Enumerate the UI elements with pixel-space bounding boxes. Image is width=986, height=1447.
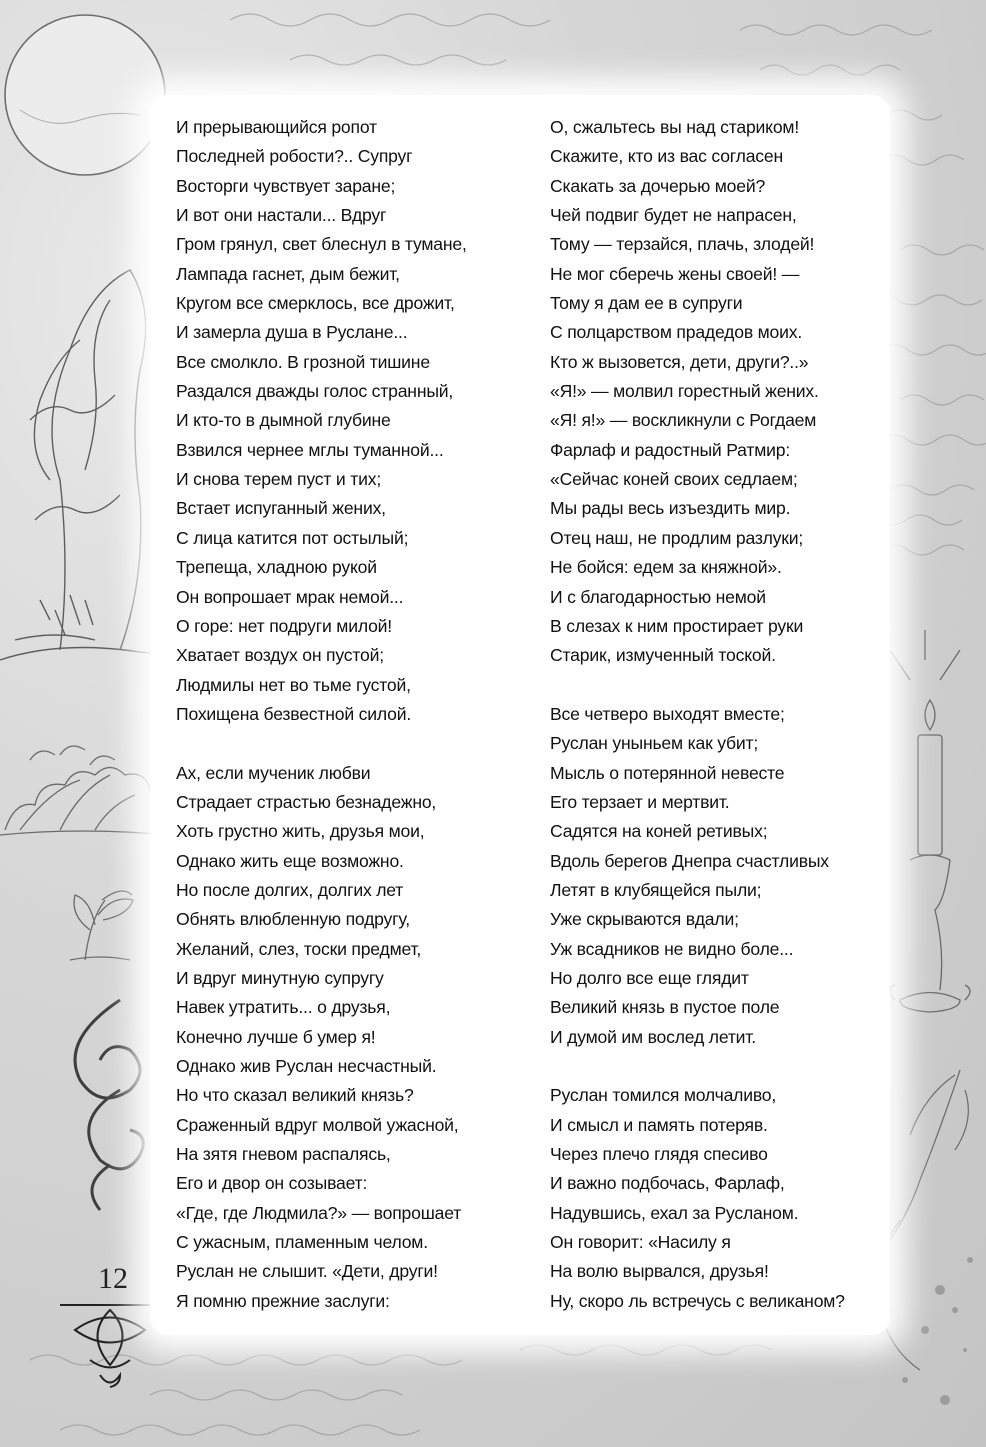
poem-line: «Где, где Людмила?» — вопрошает: [176, 1202, 462, 1223]
poem-line: С полцарством прадедов моих.: [550, 322, 803, 343]
poem-line: Лампада гаснет, дым бежит,: [176, 263, 400, 284]
poem-line: На зятя гневом распалясь,: [176, 1144, 391, 1165]
spiral-flourish-icon: [75, 1000, 143, 1210]
poem-line: Великий князь в пустое поле: [550, 997, 780, 1018]
poem-line: Скажите, кто из вас согласен: [550, 146, 783, 167]
poem-left-column: [176, 113, 516, 1316]
poem-line: Его терзает и мертвит.: [550, 791, 730, 812]
poem-line: Через плечо глядя спесиво: [550, 1144, 768, 1165]
poem-line: «Сейчас коней своих седлаем;: [550, 469, 798, 490]
moon-circle-icon: [5, 15, 165, 175]
poem-line: Его и двор он созывает:: [176, 1173, 368, 1194]
poem-line: Руслан томился молчаливо,: [550, 1085, 777, 1106]
poem-line: Хоть грустно жить, друзья мои,: [176, 821, 425, 842]
knot-ornament-icon: [60, 1305, 160, 1387]
stanza-break: [550, 1052, 890, 1081]
poem-line: Мысль о потерянной невесте: [550, 762, 785, 783]
poem-line: Но долго все еще глядит: [550, 967, 749, 988]
poem-line: Раздался дважды голос странный,: [176, 381, 454, 402]
poem-line: Не бойся: едем за княжной».: [550, 557, 782, 578]
poem-line: Желаний, слез, тоски предмет,: [176, 938, 422, 959]
poem-line: Ах, если мученик любви: [176, 762, 371, 783]
poem-line: Все четверо выходят вместе;: [550, 703, 785, 724]
poem-line: И прерывающийся ропот: [176, 117, 377, 137]
poem-line: И вдруг минутную супругу: [176, 967, 384, 988]
poem-line: Ну, скоро ль встречусь с великаном?: [550, 1290, 845, 1311]
poem-line: Скакать за дочерью моей?: [550, 175, 766, 196]
poem-line: «Я!» — молвил горестный жених.: [550, 381, 819, 402]
poem-line: Руслан не слышит. «Дети, други!: [176, 1261, 438, 1282]
poem-line: Восторги чувствует заране;: [176, 175, 396, 196]
poem-line: Но после долгих, долгих лет: [176, 879, 404, 900]
poem-line: О, сжальтесь вы над стариком!: [550, 117, 800, 137]
poem-line: Гром грянул, свет блеснул в тумане,: [176, 234, 467, 255]
poem-line: Навек утратить... о друзья,: [176, 997, 391, 1018]
poem-line: И вот они настали... Вдруг: [176, 205, 387, 226]
poem-line: В слезах к ним простирает руки: [550, 615, 804, 636]
poem-line: С ужасным, пламенным челом.: [176, 1232, 428, 1253]
bush-sketch-icon: [0, 746, 170, 835]
poem-line: Встает испуганный жених,: [176, 498, 386, 519]
poem-line: Тому я дам ее в супруги: [550, 293, 743, 314]
poem-line: Он вопрошает мрак немой...: [176, 586, 404, 607]
poem-line: Фарлаф и радостный Ратмир:: [550, 439, 791, 460]
poem-line: Уже скрываются вдали;: [550, 909, 739, 930]
poem-line: Взвился чернее мглы туманной...: [176, 439, 444, 460]
quill-sketch-icon: [878, 1070, 969, 1370]
poem-line: Кто ж вызовется, дети, други?..»: [550, 351, 809, 372]
poem-line: Страдает страстью безнадежно,: [176, 791, 437, 812]
poem-line: Похищена безвестной силой.: [176, 703, 412, 724]
poem-line: И важно подбочась, Фарлаф,: [550, 1173, 785, 1194]
poem-line: «Я! я!» — воскликнули с Рогдаем: [550, 410, 817, 431]
candle-sketch-icon: [890, 630, 970, 1012]
poem-line: Я помню прежние заслуги:: [176, 1290, 390, 1311]
poem-line: Руслан уныньем как убит;: [550, 733, 759, 754]
poem-line: Но что сказал великий князь?: [176, 1085, 414, 1106]
poem-line: На волю вырвался, друзья!: [550, 1261, 769, 1282]
poem-line: Тому — терзайся, плачь, злодей!: [550, 234, 815, 255]
poem-line: Последней робости?.. Супруг: [176, 146, 413, 167]
poem-line: Все смолкло. В грозной тишине: [176, 351, 430, 372]
poem-line: Старик, измученный тоской.: [550, 645, 776, 666]
poem-line: И замерла душа в Руслане...: [176, 322, 408, 343]
poem-line: Летят в клубящейся пыли;: [550, 879, 762, 900]
poem-line: Однако жить еще возможно.: [176, 850, 404, 871]
stanza-break: [176, 729, 516, 758]
poem-line: Обнять влюбленную подругу,: [176, 909, 410, 930]
poem-line: И кто-то в дымной глубине: [176, 410, 391, 431]
poem-line: Мы рады весь изъездить мир.: [550, 498, 791, 519]
poem-line: Он говорит: «Насилу я: [550, 1232, 731, 1253]
poem-line: Трепеща, хладною рукой: [176, 557, 377, 578]
poem-line: Людмилы нет во тьме густой,: [176, 674, 411, 695]
poem-line: И думой им вослед летит.: [550, 1026, 756, 1047]
poem-line: Садятся на коней ретивых;: [550, 821, 768, 842]
sprout-sketch-icon: [70, 891, 133, 960]
poem-line: Хватает воздух он пустой;: [176, 645, 384, 666]
poem-line: Конечно лучше б умер я!: [176, 1026, 376, 1047]
poem-line: Сраженный вдруг молвой ужасной,: [176, 1114, 459, 1135]
poem-line: Отец наш, не продлим разлуки;: [550, 527, 804, 548]
poem-line: О горе: нет подруги милой!: [176, 615, 392, 636]
poem-right-column: [550, 113, 890, 1316]
poem-line: Надувшись, ехал за Русланом.: [550, 1202, 799, 1223]
poem-line: Однако жив Руслан несчастный.: [176, 1056, 437, 1076]
poem-line: Уж всадников не видно боле...: [550, 938, 794, 959]
poem-line: Кругом все смерклось, все дрожит,: [176, 293, 455, 314]
poem-line: Не мог сберечь жены своей! —: [550, 263, 800, 284]
poem-line: И смысл и память потеряв.: [550, 1114, 768, 1135]
stanza-break: [550, 671, 890, 700]
page-number: 12: [98, 1262, 128, 1295]
poem-line: Чей подвиг будет не напрасен,: [550, 205, 797, 226]
poem-line: И снова терем пуст и тих;: [176, 469, 382, 490]
poem-line: С лица катится пот остылый;: [176, 527, 409, 548]
poem-line: Вдоль берегов Днепра счастливых: [550, 850, 829, 871]
poem-line: И с благодарностью немой: [550, 586, 766, 607]
